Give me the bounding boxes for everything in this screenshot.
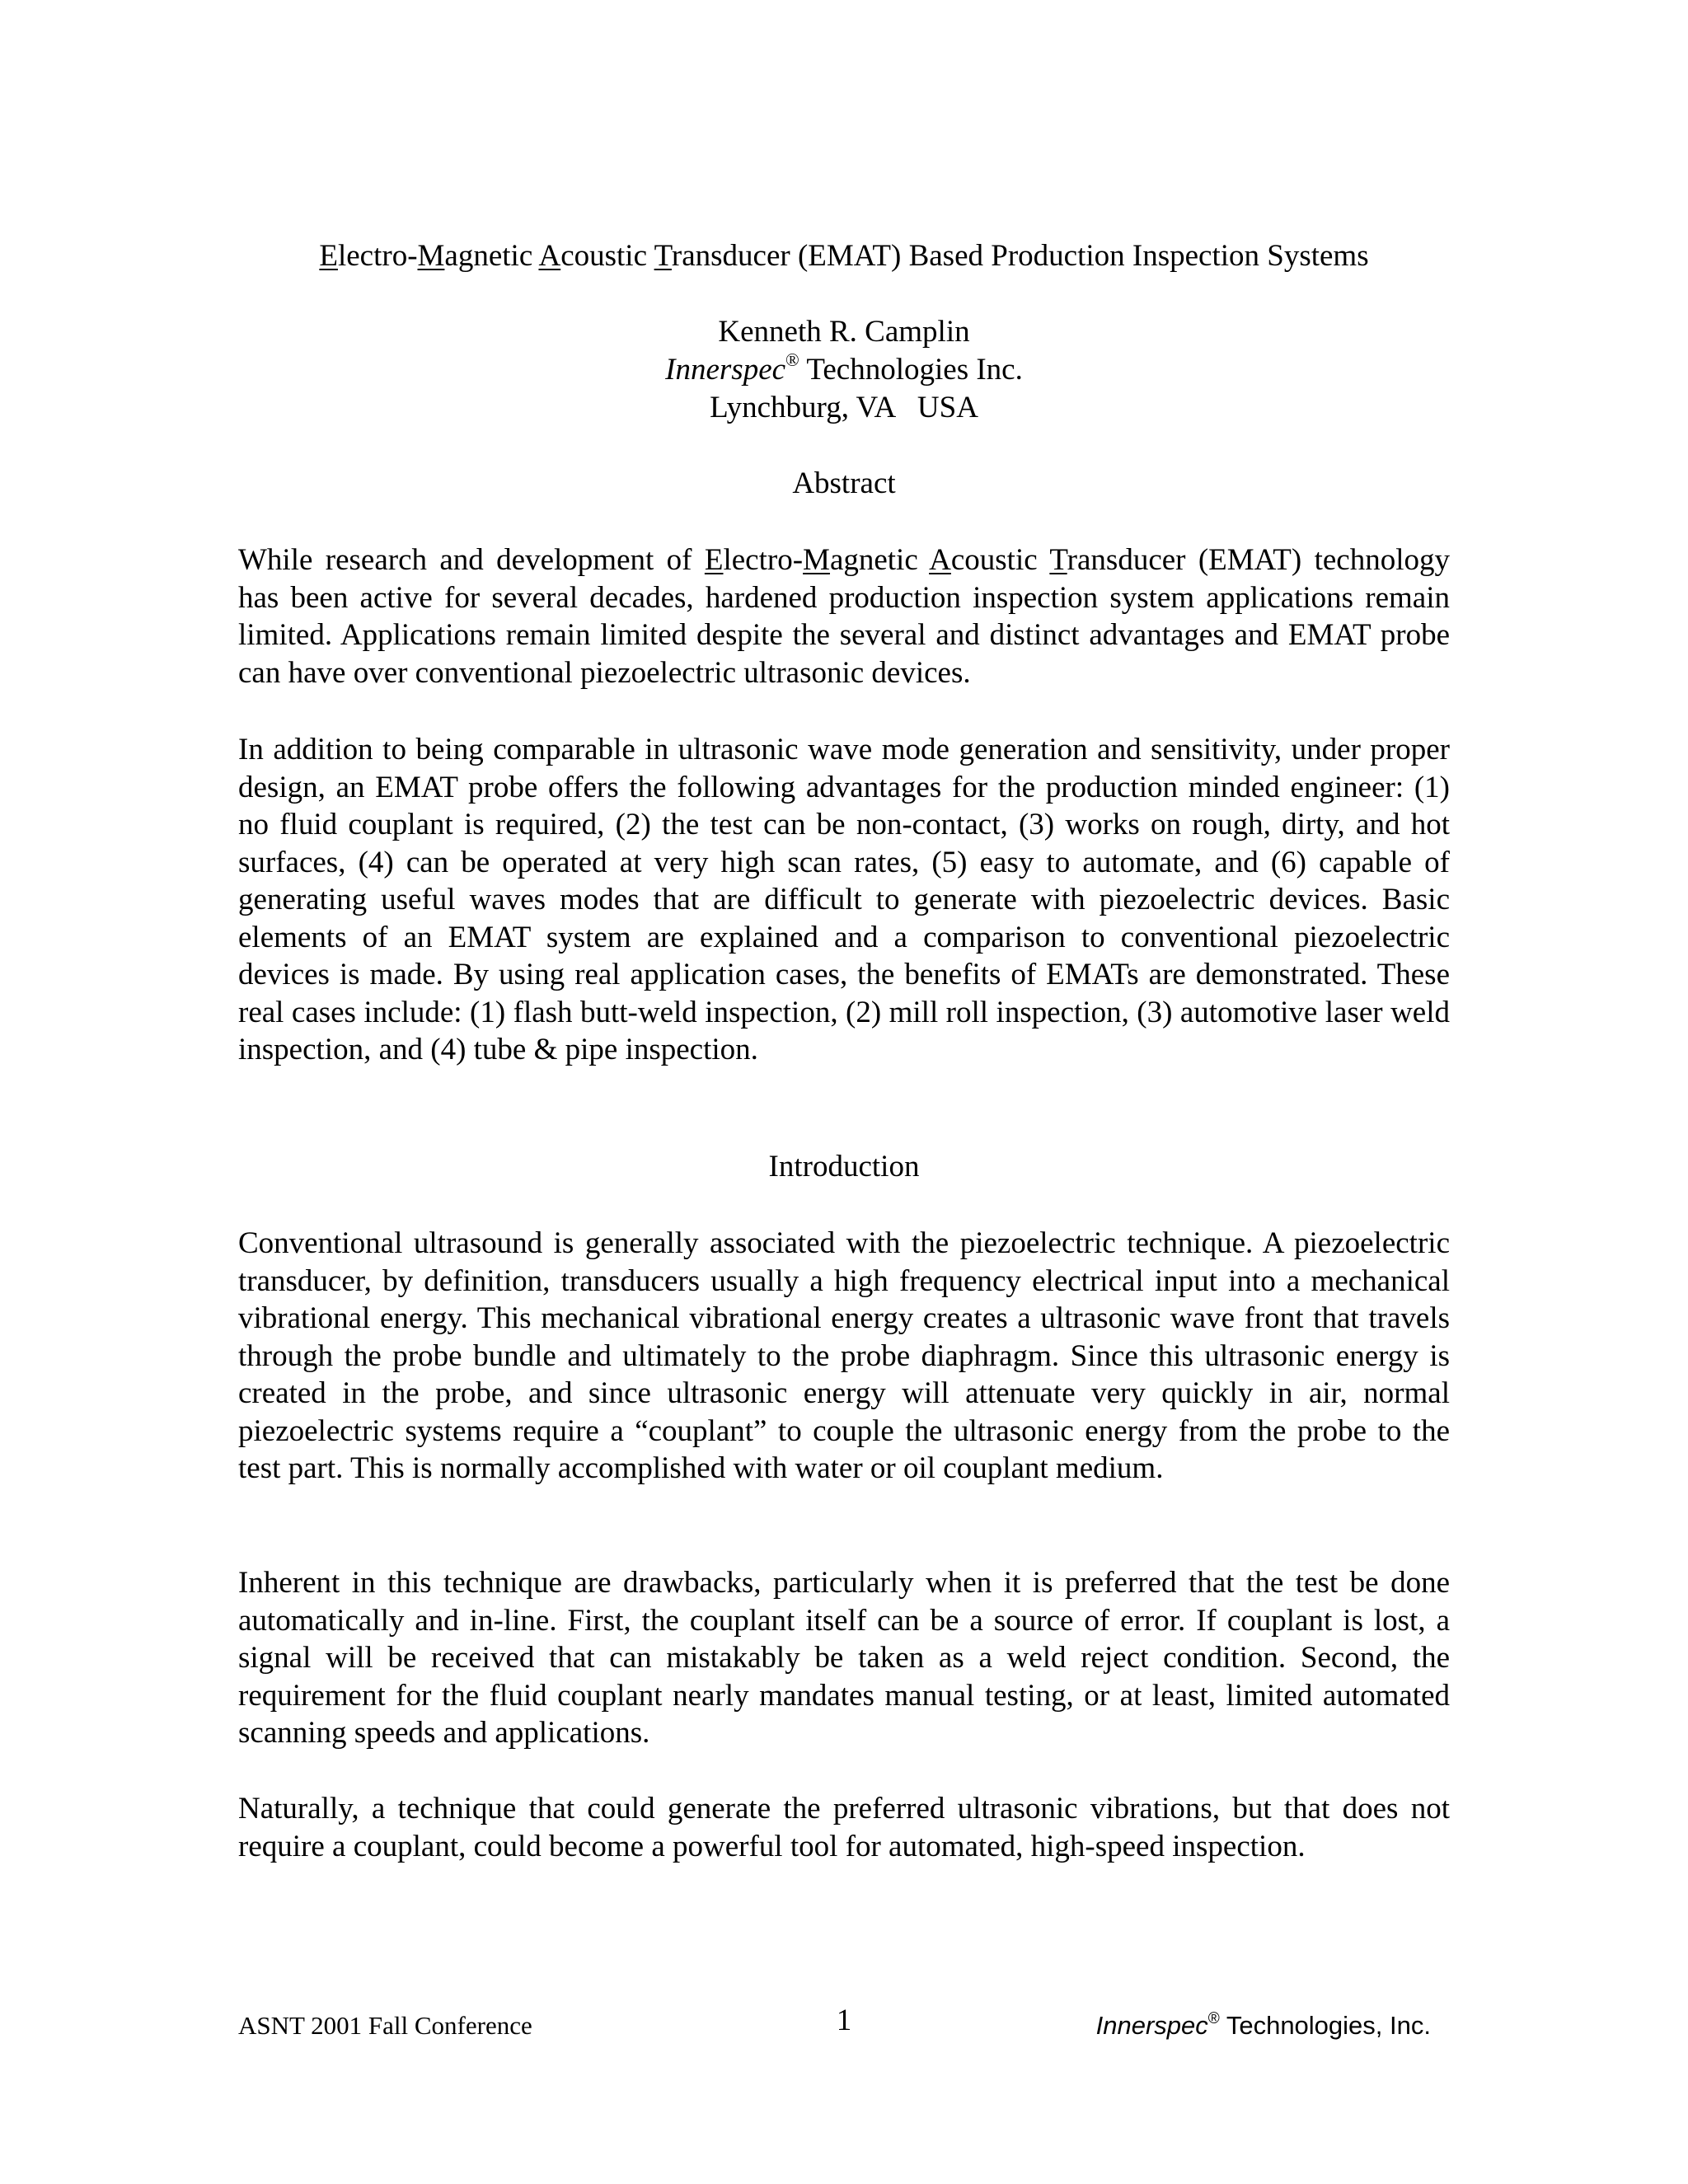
footer-conference: ASNT 2001 Fall Conference (238, 2011, 532, 2040)
introduction-paragraph-1: Conventional ultrasound is generally associated with the piezoelectric technique. A piezoelectric transducer, by definition, transducers usually a high frequency electrical input into a mechanical vibrational energy. This mechanical vibrational energy creates a ultrasonic wave front that travels through the probe bundle and ultimately to the probe diaphragm. Since this ultrasonic energy is created in the probe, and since ultrasonic energy will attenuate very quickly in air, normal piezoelectric systems require a “couplant” to couple the ultrasonic energy from the probe to the test part. This is normally accomplished with water or oil couplant medium. (238, 1226, 1450, 1485)
author-location: Lynchburg, VA USA (710, 391, 978, 424)
introduction-heading: Introduction (768, 1150, 920, 1183)
footer-company: Innerspec® Technologies, Inc. (1095, 2010, 1431, 2040)
introduction-paragraph-2: Inherent in this technique are drawbacks, particularly when it is preferred that the test be done automatically and in-line. First, the couplant itself can be a source of error. If couplant is lost, a signal will be received that can mistakably be taken as a weld reject condition. Second, the requirement for the fluid couplant nearly mandates manual testing, or at least, limited automated scanning speeds and applications. (238, 1566, 1450, 1750)
author-name: Kenneth R. Camplin (718, 315, 970, 349)
title-initial-e: E (319, 239, 338, 273)
author-affiliation: Innerspec® Technologies Inc. (665, 349, 1023, 387)
title-initial-t: T (654, 239, 672, 273)
registered-mark: ® (785, 349, 799, 370)
abstract-heading: Abstract (792, 466, 896, 500)
introduction-paragraph-3: Naturally, a technique that could generate the preferred ultrasonic vibrations, but that does not require a couplant, could become a powerful tool for automated, high-speed inspection. (238, 1792, 1450, 1863)
abstract-paragraph-1: While research and development of Electro-Magnetic Acoustic Transducer (EMAT) technology has been active for several decades, hardened production inspection system applications remain limited. Applications remain limited despite the several and distinct advantages and EMAT probe can have over conventional piezoelectric ultrasonic devices. (238, 543, 1450, 690)
abstract-paragraph-2: In addition to being comparable in ultrasonic wave mode generation and sensitivity, under proper design, an EMAT probe offers the following advantages for the production minded engineer: (1) no fluid couplant is required, (2) the test can be non-contact, (3) works on rough, dirty, and hot surfaces, (4) can be operated at very high scan rates, (5) easy to automate, and (6) capable of generating useful waves modes that are difficult to generate with piezoelectric devices. Basic elements of an EMAT system are explained and a comparison to conventional piezoelectric devices is made. By using real application cases, the benefits of EMATs are demonstrated. These real cases include: (1) flash butt-weld inspection, (2) mill roll inspection, (3) automotive laser weld inspection, and (4) tube & pipe inspection. (238, 733, 1450, 1066)
paper-title: Electro-Magnetic Acoustic Transducer (EMAT) Based Production Inspection Systems (319, 239, 1369, 273)
footer-page-number: 1 (836, 2004, 852, 2037)
title-initial-a: A (538, 239, 561, 273)
title-initial-m: M (417, 239, 445, 273)
